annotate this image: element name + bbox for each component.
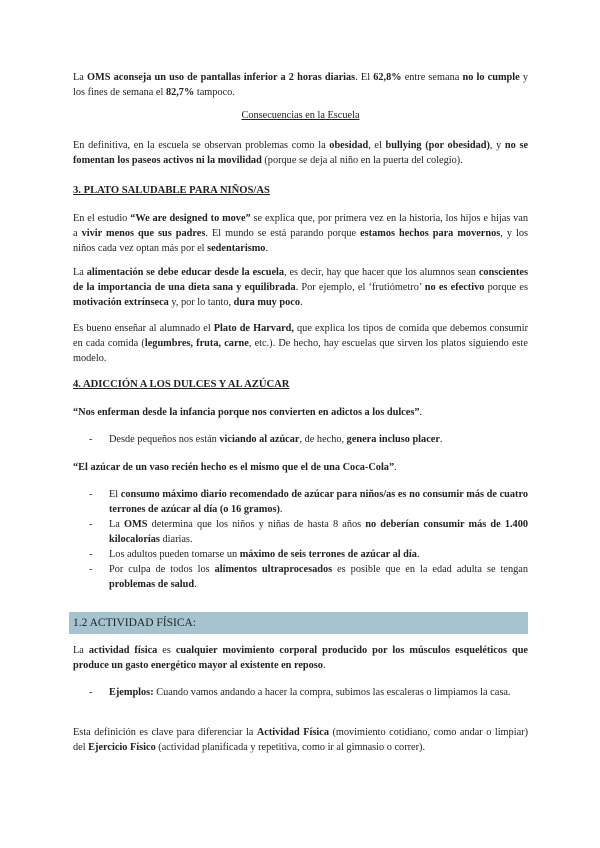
section-band-actividad-fisica: 1.2 ACTIVIDAD FÍSICA:: [69, 612, 528, 634]
bullet-list-1: [73, 432, 528, 447]
heading-plato-saludable: 3. PLATO SALUDABLE PARA NIÑOS/AS: [73, 185, 270, 196]
subheading-consecuencias: Consecuencias en la Escuela: [241, 110, 360, 121]
list-item: - Ejemplos: Cuando vamos andando a hacer la compra, subimos las escaleras o limpiamos la casa.: [89, 687, 511, 698]
list-item: - Los adultos pueden tomarse un máximo de seis terrones de azúcar al día.: [89, 549, 420, 560]
list-item: - La OMS determina que los niños y niñas de hasta 8 años no deberían consumir más de 1.400 kilocalorías diarias.: [89, 519, 528, 545]
paragraph-screen-time: La OMS aconseja un uso de pantallas inferior a 2 horas diarias. El 62,8% entre semana no lo cumple y los fines de semana el 82,7% tampoco.: [73, 72, 528, 98]
paragraph-alimentacion: La alimentación se debe educar desde la escuela, es decir, hay que hacer que los alumnos sean conscientes de la importancia de una dieta sana y equilibrada. Por ejemplo, el ‘frutiómetro’ no es efectivo porque es motivación extrínseca y, por lo tanto, dura muy poco.: [73, 267, 529, 308]
list-item: - Desde pequeños nos están viciando al azúcar, de hecho, genera incluso placer.: [89, 434, 443, 445]
quote-enferman: “Nos enferman desde la infancia porque nos convierten en adictos a los dulces”.: [73, 407, 423, 418]
list-item: - El consumo máximo diario recomendado de azúcar para niños/as es no consumir más de cuatro terrones de azúcar al día (o 16 gramos).: [89, 489, 528, 515]
heading-adiccion: 4. ADICCIÓN A LOS DULCES Y AL AZÚCAR: [73, 379, 290, 390]
paragraph-actividad-fisica: La actividad física es cualquier movimiento corporal producido por los músculos esqueléticos que produce un gasto energético mayor al existente en reposo.: [73, 645, 529, 671]
paragraph-designed-to-move: En el estudio “We are designed to move” se explica que, por primera vez en la historia, los hijos e hijas van a vivir menos que sus padres. El mundo se está parando porque estamos hechos para movernos, y los niños cada vez optan más por el sedentarismo.: [73, 213, 529, 254]
paragraph-definicion: Esta definición es clave para diferenciar la Actividad Física (movimiento cotidiano, como andar o limpiar) del Ejercicio Físico (actividad planificada y repetitiva, como ir al gimnasio o correr).: [73, 727, 528, 753]
list-item: - Por culpa de todos los alimentos ultraprocesados es posible que en la edad adulta se tengan problemas de salud.: [89, 564, 528, 590]
paragraph-consecuencias: En definitiva, en la escuela se observan problemas como la obesidad, el bullying (por obesidad), y no se fomentan los paseos activos ni la movilidad (porque se deja al niño en la puerta del colegio).: [73, 140, 529, 166]
quote-azucar: “El azúcar de un vaso recién hecho es el mismo que el de una Coca-Cola”.: [73, 462, 397, 473]
paragraph-plato-harvard: Es bueno enseñar al alumnado el Plato de Harvard, que explica los tipos de comida que debemos consumir en cada comida (legumbres, fruta, carne, etc.). De hecho, hay escuelas que sirven los platos siguiendo este modelo.: [73, 323, 529, 364]
bullet-list-3: [73, 685, 528, 700]
bullet-list-2: [73, 487, 528, 592]
